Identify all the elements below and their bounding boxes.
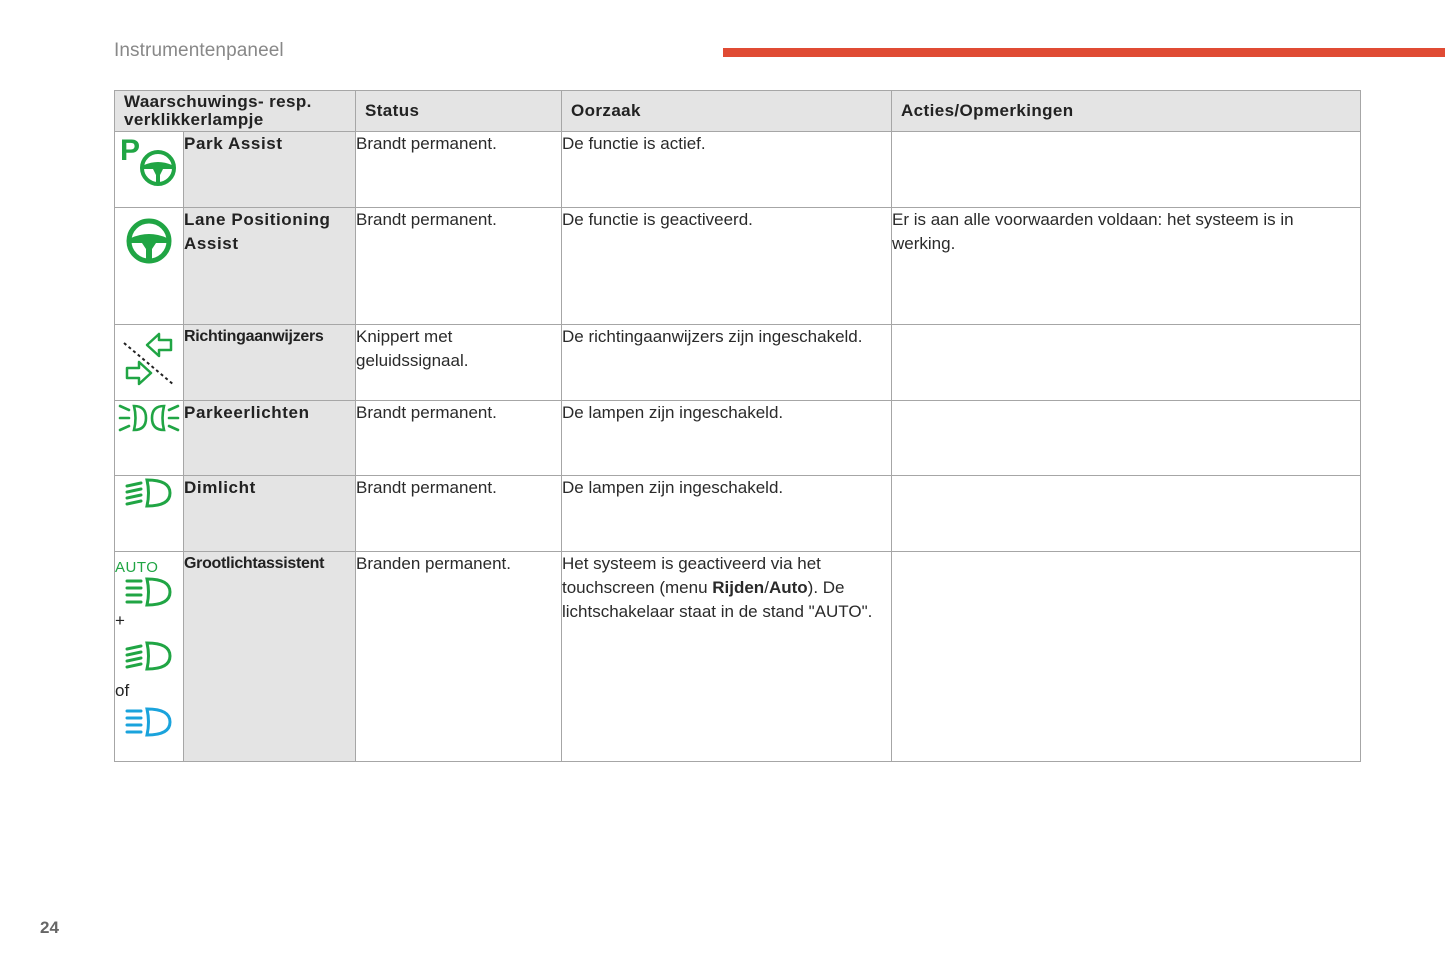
lamp-name: Dimlicht: [184, 476, 356, 552]
header-accent-bar: [723, 48, 1445, 57]
lamp-status: Brandt permanent.: [356, 208, 562, 325]
lamp-status: Brandt permanent.: [356, 476, 562, 552]
warning-lamps-table: [114, 90, 1361, 762]
high-beam-blue-icon: [124, 706, 174, 738]
icon-cell: [115, 325, 184, 401]
icon-cell: [115, 208, 184, 325]
parking-lights-icon: [118, 401, 180, 435]
section-title: Instrumentenpaneel: [114, 40, 284, 61]
lamp-cause: De lampen zijn ingeschakeld.: [562, 476, 892, 552]
icon-cell: [115, 476, 184, 552]
lamp-action: [892, 476, 1361, 552]
lamp-action: [892, 132, 1361, 208]
turn-signal-arrows-icon: [119, 325, 179, 389]
high-beam-green-icon: [124, 576, 174, 608]
table-row: [115, 552, 1361, 762]
icon-cell: [115, 132, 184, 208]
lamp-status: Brandt permanent.: [356, 401, 562, 476]
lamp-cause: De functie is geactiveerd.: [562, 208, 892, 325]
cause-text-part2: ). De lichtschakelaar staat in de stand "AUTO".: [562, 578, 873, 621]
lamp-status: Branden permanent.: [356, 552, 562, 762]
steering-wheel-icon: [124, 218, 174, 264]
dipped-beam-icon: [124, 476, 174, 510]
table-row: [115, 401, 1361, 476]
column-header-status: Status: [356, 91, 562, 132]
dipped-beam-green-icon: [124, 640, 174, 672]
lamp-action: [892, 552, 1361, 762]
lamp-action: [892, 325, 1361, 401]
lamp-action: [892, 401, 1361, 476]
lamp-cause: De functie is actief.: [562, 132, 892, 208]
lamp-name: Grootlichtassistent: [184, 552, 356, 762]
cause-text-part1: Het systeem is geactiveerd via het touchscreen (menu: [562, 554, 821, 597]
table-header-row: [115, 91, 1361, 132]
column-header-lamp: Waarschuwings- resp. verklikkerlampje: [115, 91, 356, 132]
cause-menu-auto: Auto: [768, 578, 808, 597]
lamp-name: Parkeerlichten: [184, 401, 356, 476]
icon-cell: [115, 401, 184, 476]
lamp-status: Knippert met geluidssignaal.: [356, 325, 562, 401]
lamp-name: Richtingaanwijzers: [184, 325, 356, 401]
auto-label: AUTO: [115, 559, 159, 576]
lamp-name: Lane Positioning Assist: [184, 208, 356, 325]
lamp-cause: De richtingaanwijzers zijn ingeschakeld.: [562, 325, 892, 401]
or-label: of: [115, 681, 130, 700]
table-row: [115, 476, 1361, 552]
park-assist-steering-wheel-icon: [118, 132, 180, 188]
plus-label: +: [115, 611, 125, 630]
icon-cell: [115, 552, 184, 762]
table-row: [115, 325, 1361, 401]
table-row: [115, 132, 1361, 208]
column-header-actions: Acties/Opmerkingen: [892, 91, 1361, 132]
cause-menu-separator: /: [764, 578, 769, 597]
cause-menu-rijden: Rijden: [712, 578, 765, 597]
page-number: 24: [40, 918, 59, 937]
lamp-cause: [562, 552, 892, 762]
table-row: [115, 208, 1361, 325]
svg-text:P: P: [120, 134, 141, 167]
lamp-action: Er is aan alle voorwaarden voldaan: het systeem is in werking.: [892, 208, 1361, 325]
lamp-cause: De lampen zijn ingeschakeld.: [562, 401, 892, 476]
lamp-status: Brandt permanent.: [356, 132, 562, 208]
column-header-cause: Oorzaak: [562, 91, 892, 132]
lamp-name: Park Assist: [184, 132, 356, 208]
